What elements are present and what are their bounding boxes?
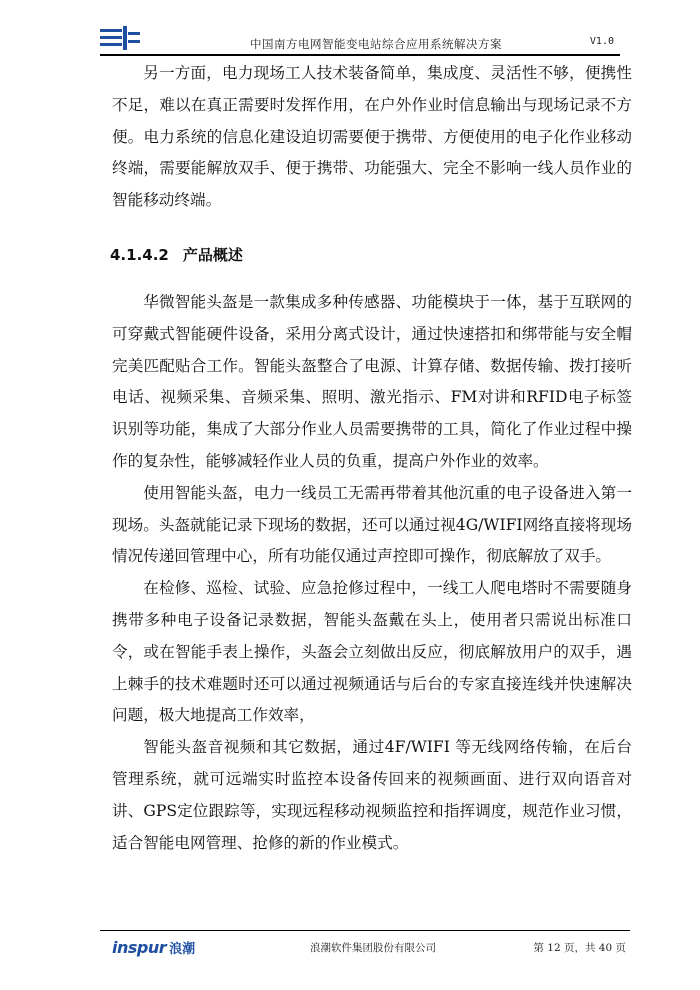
body-paragraph-4: 智能头盔音视频和其它数据，通过4F/WIFI 等无线网络传输，在后台管理系统，就可远端实时监控本设备传回来的视频画面、进行双向语音对讲、GPS定位跟踪等，实现远程移动视频监控和指挥调度，规范作业习惯，适合智能电网管理、抢修的新的作业模式。 (112, 738, 632, 852)
inspur-logo-cn: 浪潮 (169, 941, 196, 957)
csg-logo-icon (100, 26, 140, 50)
header-title: 中国南方电网智能变电站综合应用系统解决方案 (250, 37, 502, 51)
section-heading (110, 239, 632, 271)
inspur-logo (112, 938, 195, 956)
section-number: 4.1.4.2 (110, 245, 169, 264)
document-body (112, 58, 632, 859)
inspur-logo-text: inspur (112, 937, 167, 957)
body-paragraph-3: 在检修、巡检、试验、应急抢修过程中，一线工人爬电塔时不需要随身携带多种电子设备记录数据，智能头盔戴在头上，使用者只需说出标准口令，或在智能手表上操作，头盔会立刻做出反应，彻底解放用户的双手，遇上棘手的技术难题时还可以通过视频通话与后台的专家直接连线并快速解决问题，极大地提高工作效率， (112, 579, 632, 725)
section-title: 产品概述 (182, 245, 243, 264)
footer-company: 浪潮软件集团股份有限公司 (310, 942, 436, 954)
page-header (100, 22, 620, 56)
page-number: 第 12 页，共 40 页 (533, 942, 626, 954)
header-version: V1.0 (589, 36, 614, 47)
page-footer (100, 930, 630, 959)
body-paragraph-2: 使用智能头盔，电力一线员工无需再带着其他沉重的电子设备进入第一现场。头盔就能记录下现场的数据，还可以通过视4G/WIFI网络直接将现场情况传递回管理中心，所有功能仅通过声控即可操作，彻底解放了双手。 (112, 483, 632, 566)
body-paragraph-1: 华微智能头盔是一款集成多种传感器、功能模块于一体，基于互联网的可穿戴式智能硬件设备，采用分离式设计，通过快速搭扣和绑带能与安全帽完美匹配贴合工作。智能头盔整合了电源、计算存储、数据传输、拨打接听电话、视频采集、音频采集、照明、激光指示、FM对讲和RFID电子标签识别等功能，集成了大部分作业人员需要携带的工具，简化了作业过程中操作的复杂性，能够减轻作业人员的负重，提高户外作业的效率。 (112, 292, 632, 470)
intro-paragraph: 另一方面，电力现场工人技术装备简单，集成度、灵活性不够，便携性不足，难以在真正需要时发挥作用，在户外作业时信息输出与现场记录不方便。电力系统的信息化建设迫切需要便于携带、方便使用的电子化作业移动终端，需要能解放双手、便于携带、功能强大、完全不影响一线人员作业的智能移动终端。 (112, 64, 632, 210)
